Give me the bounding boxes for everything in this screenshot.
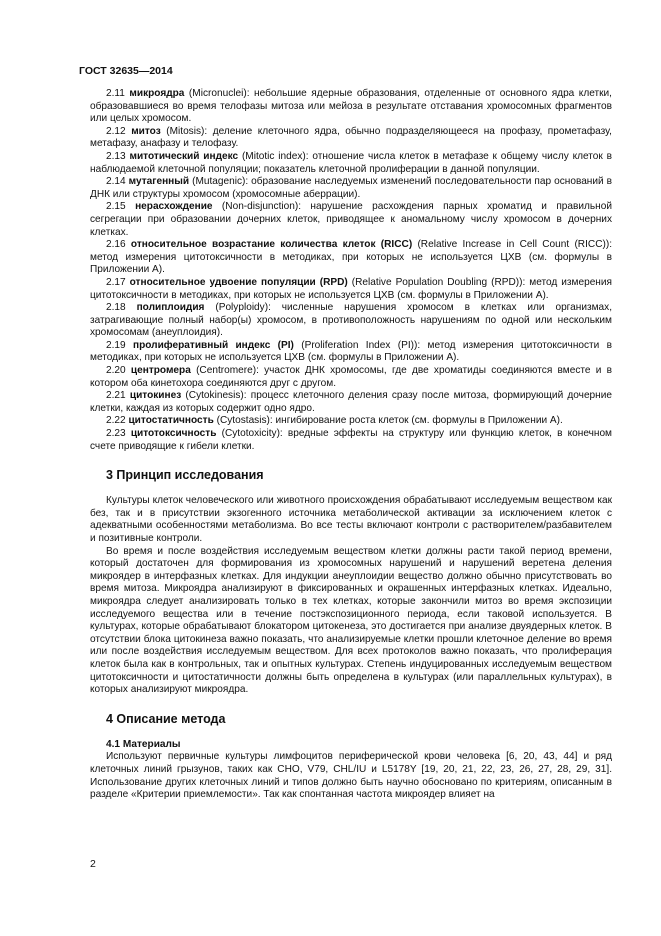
document-body bbox=[90, 88, 612, 802]
section-3-paragraph: Во время и после воздействия исследуемым веществом клетки должны расти такой период времени, который достаточен для формирования из хромосомных нарушений и нарушений веретена деления микроядер в интерфазных клетках. Для индукции анеуплоидии вещество должно обычно присутствовать во время митоза. Микроядра анализируют в фиксированных и окрашенных интерфазных клетках. Идеально, микроядра следует анализировать только в тех клетках, которые закончили митоз во время экспозиции исследуемого вещества или в течение постэкспозиционного периода, если таковой используется. В культурах, которые обрабатывают блокатором цитокенеза, это достигается при анализе двуядерных клеток. В отсутствии блока цитокинеза важно показать, что анализируемые клетки прошли клеточное деление во время или после воздействия исследуемым веществом. Для всех протоколов важно показать, что пролиферация клеток была как в контрольных, так и опытных культурах. Степень индуцированных исследуемым веществом цитотоксичности и цитостатичности должны быть определена в культурах (или параллельных культурах), в которых анализируют микроядра. bbox=[90, 545, 612, 696]
term-number: 2.12 bbox=[106, 125, 126, 137]
term-number: 2.23 bbox=[106, 428, 126, 440]
term-number: 2.20 bbox=[106, 365, 126, 377]
term-number: 2.22 bbox=[106, 415, 126, 427]
term-definition bbox=[90, 390, 612, 415]
term-definition bbox=[90, 428, 612, 453]
term-number: 2.14 bbox=[106, 176, 126, 188]
term-name: цитокинез bbox=[129, 390, 182, 402]
term-number: 2.18 bbox=[106, 302, 126, 314]
subsection-4-1-heading: 4.1 Материалы bbox=[106, 738, 181, 750]
term-name: мутагенный bbox=[128, 176, 190, 188]
term-name: относительное удвоение популяции (RPD) bbox=[129, 276, 348, 288]
term-number: 2.15 bbox=[106, 201, 126, 213]
term-name: относительное возрастание количества клеток (RICC) bbox=[130, 239, 413, 251]
term-number: 2.16 bbox=[106, 239, 126, 251]
term-text: (Proliferation Index (PI)): метод измерения цитотоксичности в методиках, при которых не используется ЦХВ (см. формулы в Приложении А). bbox=[90, 339, 612, 364]
term-definition bbox=[90, 88, 612, 126]
term-definition bbox=[90, 201, 612, 239]
term-definition bbox=[90, 151, 612, 176]
term-definition bbox=[90, 365, 612, 390]
term-number: 2.11 bbox=[106, 88, 125, 99]
term-name: цитотоксичность bbox=[130, 428, 217, 440]
section-4-paragraph: Используют первичные культуры лимфоцитов периферической крови человека [6, 20, 43, 44] и ряд клеточных линий грызунов, таких как CHO, V79, CHL/IU и L5178Y [19, 20, 21, 22, 23, 26, 27, 28, 29, 31]. Использование других клеточных линий и типов должно быть научно обосновано по критериям, описанным в разделе «Критерии приемлемости». Так как спонтанная частота микроядер влияет на bbox=[90, 751, 612, 801]
term-name: нерасхождение bbox=[135, 201, 213, 213]
term-definition bbox=[90, 239, 612, 277]
term-name: митотический индекс bbox=[129, 150, 239, 162]
section-4-heading: 4 Описание метода bbox=[106, 711, 226, 726]
term-text: (Cytokinesis): процесс клеточного деления сразу после митоза, формирующий дочерние клетки, каждая из которых содержит одно ядро. bbox=[90, 390, 612, 414]
page-number: 2 bbox=[90, 858, 96, 870]
term-number: 2.19 bbox=[106, 339, 126, 351]
term-number: 2.13 bbox=[106, 150, 126, 162]
term-text: (Polyploidy): численные нарушения хромосом в клетках или организмах, затрагивающие полный набор(ы) хромосом, в противоположность нарушениям по одной или нескольким хромосомам (анеуплоидия). bbox=[90, 302, 612, 339]
term-definition bbox=[90, 415, 612, 428]
section-3-paragraph: Культуры клеток человеческого или животного происхождения обрабатывают исследуемым веществом как без, так и в присутствии экзогенного источника метаболической активации за исключением клеток с адекватными особенностями метаболизма. Во все тесты включают контроли с растворителем/разбавителем и позитивные контроли. bbox=[90, 495, 612, 544]
term-text: (Relative Population Doubling (RPD)): метод измерения цитотоксичности в методиках, при которых не используется ЦХВ (см. формулы в Приложении А). bbox=[90, 276, 612, 301]
term-definition bbox=[90, 302, 612, 340]
term-text: (Centromere): участок ДНК хромосомы, где две хроматиды соединяются вместе и в котором оба кинетохора соединяются друг с другом. bbox=[90, 365, 612, 389]
term-text: (Relative Increase in Cell Count (RICC)): метод измерения цитотоксичности в методиках, при которых не используется ЦХВ (см. формулы в Приложении А). bbox=[90, 239, 613, 276]
section-3-heading: 3 Принцип исследования bbox=[106, 468, 264, 483]
term-name: цитостатичность bbox=[128, 415, 214, 427]
term-name: митоз bbox=[131, 125, 161, 137]
term-text: (Cytostasis): ингибирование роста клеток (см. формулы в Приложении А). bbox=[213, 415, 563, 427]
term-name: пролиферативный индекс (PI) bbox=[132, 339, 294, 351]
term-text: (Non-disjunction): нарушение расхождения парных хроматид и правильной сегрегации при образовании дочерних клеток, приводящее к аномальному числу хромосом в дочерних клетках. bbox=[90, 201, 612, 238]
term-name: центромера bbox=[130, 365, 191, 377]
term-text: (Mutagenic): образование наследуемых изменений последовательности пар оснований в ДНК или структуры хромосом (хромосомные аберрации). bbox=[90, 176, 612, 200]
term-text: (Mitotic index): отношение числа клеток в метафазе к общему числу клеток в наблюдаемой клеточной популяции; показатель клеточной пролиферации в данной популяции. bbox=[90, 150, 613, 175]
term-name: полиплоидия bbox=[136, 302, 205, 314]
term-text: (Mitosis): деление клеточного ядра, обычно подразделяющееся на профазу, прометафазу, метафазу, анафазу и телофазу. bbox=[90, 125, 612, 150]
term-text: (Micronuclei): небольшие ядерные образования, отделенные от основного ядра клетки, образовавшиеся во время телофазы митоза или мейоза в результате отставания хромосомных фрагментов или целых хромосом. bbox=[90, 88, 612, 125]
term-definition bbox=[90, 340, 612, 365]
term-number: 2.21 bbox=[106, 390, 126, 402]
document-id: ГОСТ 32635—2014 bbox=[79, 65, 173, 77]
term-name: микроядра bbox=[129, 88, 185, 99]
term-number: 2.17 bbox=[106, 276, 126, 288]
term-definition bbox=[90, 277, 612, 302]
term-definition bbox=[90, 126, 612, 151]
term-definition bbox=[90, 176, 612, 201]
terms-list bbox=[90, 88, 612, 453]
term-text: (Cytotoxicity): вредные эффекты на структуру или функцию клеток, в конечном счете приводящие к гибели клетки. bbox=[90, 428, 612, 452]
